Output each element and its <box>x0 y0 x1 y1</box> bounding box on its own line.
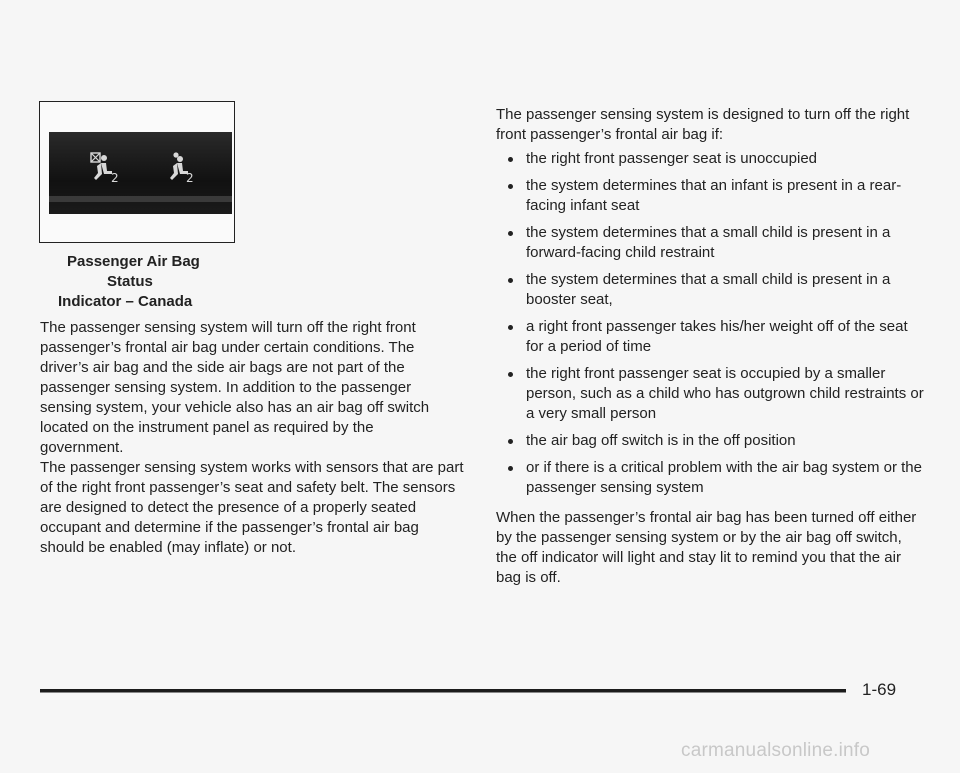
airbag-off-icon <box>88 152 122 184</box>
list-item: the system determines that a small child is present in a forward-facing child restraint <box>506 223 926 263</box>
caption-line: Passenger Air Bag <box>67 253 200 270</box>
page-number: 1-69 <box>862 680 897 699</box>
list-item: the system determines that an infant is present in a rear-facing infant seat <box>506 176 926 216</box>
bullet-icon <box>508 157 513 162</box>
footer-rule-shadow <box>40 692 846 693</box>
condition-list <box>506 149 926 498</box>
list-item: or if there is a critical problem with the air bag system or the passenger sensing system <box>506 458 926 498</box>
caption-line: Status <box>107 273 153 290</box>
bullet-icon <box>508 231 513 236</box>
list-item: the right front passenger seat is unoccupied <box>506 149 926 169</box>
list-item: a right front passenger takes his/her weight off of the seat for a period of time <box>506 317 926 357</box>
caption-line: Indicator – Canada <box>58 293 193 310</box>
list-item: the air bag off switch is in the off position <box>506 431 926 451</box>
list-item: the system determines that a small child is present in a booster seat, <box>506 270 926 310</box>
bullet-icon <box>508 184 513 189</box>
body-paragraph: The passenger sensing system will turn off the right front passenger’s frontal air bag under certain conditions. The driver’s air bag and the side air bags are not part of the passenger sensing system. In addition to the passenger sensing system, your vehicle also has an air bag off switch located on the instrument panel as required by the government. <box>40 319 430 456</box>
panel-stripe <box>49 196 232 202</box>
airbag-on-icon <box>163 152 197 184</box>
figure-caption <box>58 252 242 312</box>
svg-text:2: 2 <box>111 171 119 184</box>
body-paragraph: The passenger sensing system works with sensors that are part of the right front passenger’s seat and safety belt. The sensors are designed to detect the presence of a properly seated occupant and determine if the passenger’s frontal air bag should be enabled (may inflate) or not. <box>40 459 464 556</box>
bullet-icon <box>508 325 513 330</box>
list-item: the right front passenger seat is occupied by a smaller person, such as a child who has outgrown child restraints or a very small person <box>506 364 926 424</box>
body-paragraph: When the passenger’s frontal air bag has been turned off either by the passenger sensing system or by the air bag off switch, the off indicator will light and stay lit to remind you that the air bag is off. <box>496 509 917 586</box>
airbag-status-indicator-panel <box>49 132 232 214</box>
bullet-icon <box>508 278 513 283</box>
intro-paragraph: The passenger sensing system is designed to turn off the right front passenger’s frontal air bag if: <box>496 106 910 143</box>
watermark: carmanualsonline.info <box>681 740 871 761</box>
bullet-icon <box>508 439 513 444</box>
svg-text:2: 2 <box>186 171 194 184</box>
bullet-icon <box>508 466 513 471</box>
bullet-icon <box>508 372 513 377</box>
